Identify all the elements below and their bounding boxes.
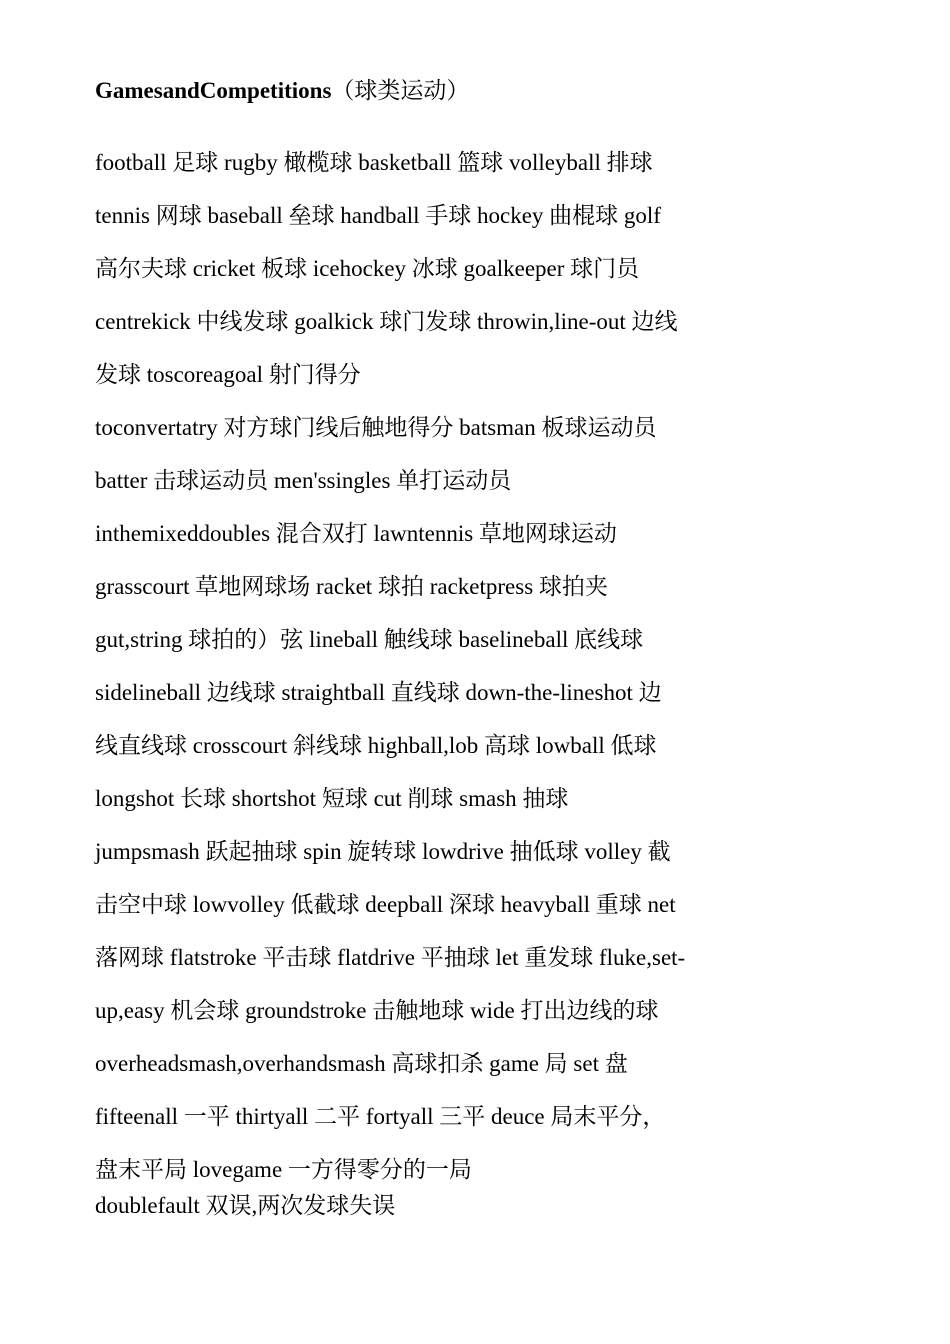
text-line: up,easy 机会球 groundstroke 击触地球 wide 打出边线的球 [95,998,659,1023]
text-line: doublefault 双误,两次发球失误 [95,1193,396,1218]
text-line: 击空中球 lowvolley 低截球 deepball 深球 heavyball 重球 net [95,892,676,917]
text-line: jumpsmash 跃起抽球 spin 旋转球 lowdrive 抽低球 volley 截 [95,839,671,864]
text-line: centrekick 中线发球 goalkick 球门发球 throwin,line-out 边线 [95,309,678,334]
text-line: 落网球 flatstroke 平击球 flatdrive 平抽球 let 重发球 fluke,set- [95,945,686,970]
text-line: 盘末平局 lovegame 一方得零分的一局 [95,1157,472,1182]
text-line: 发球 toscoreagoal 射门得分 [95,362,361,387]
document-title [95,76,469,106]
title-chinese: （球类运动） [331,78,470,103]
text-line: football 足球 rugby 橄榄球 basketball 篮球 volleyball 排球 [95,150,653,175]
text-line: 线直线球 crosscourt 斜线球 highball,lob 高球 lowball 低球 [95,733,657,758]
title-english: GamesandCompetitions [95,78,332,103]
text-line: overheadsmash,overhandsmash 高球扣杀 game 局 set 盘 [95,1051,628,1076]
text-line: grasscourt 草地网球场 racket 球拍 racketpress 球拍夹 [95,574,608,599]
text-line: longshot 长球 shortshot 短球 cut 削球 smash 抽球 [95,786,569,811]
text-line: inthemixeddoubles 混合双打 lawntennis 草地网球运动 [95,521,617,546]
text-line: 高尔夫球 cricket 板球 icehockey 冰球 goalkeeper 球门员 [95,256,640,281]
vocabulary-list [95,148,795,1244]
text-line: fifteenall 一平 thirtyall 二平 fortyall 三平 deuce 局末平分， [95,1104,666,1129]
text-line: batter 击球运动员 men'ssingles 单打运动员 [95,468,512,493]
text-line: tennis 网球 baseball 垒球 handball 手球 hockey 曲棍球 golf [95,203,661,228]
text-line: gut,string 球拍的）弦 lineball 触线球 baselineball 底线球 [95,627,644,652]
text-line: toconvertatry 对方球门线后触地得分 batsman 板球运动员 [95,415,657,440]
text-line: sidelineball 边线球 straightball 直线球 down-the-lineshot 边 [95,680,662,705]
